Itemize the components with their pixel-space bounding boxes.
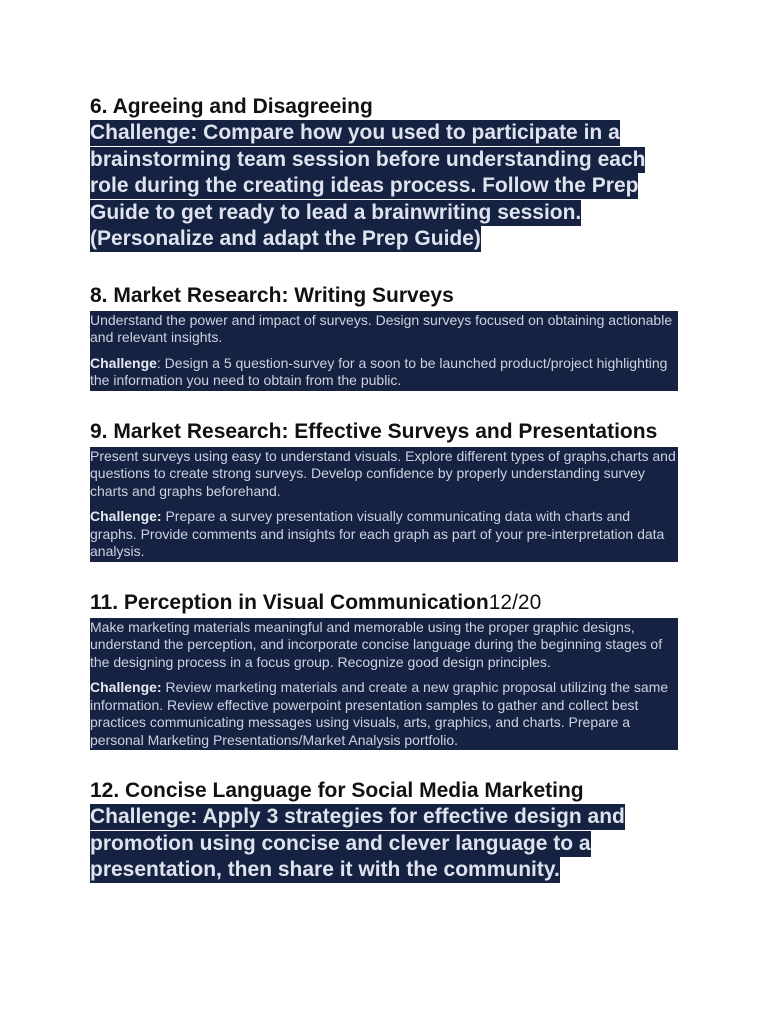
challenge-text: : Design a 5 question-survey for a soon to be launched product/project highlighting the information you need to obtain from the public.: [90, 354, 668, 388]
section-description: Understand the power and impact of surveys. Design surveys focused on obtaining actionable and relevant insights.: [90, 311, 673, 345]
highlight-box: [90, 311, 678, 391]
challenge-label: Challenge: [90, 354, 157, 371]
section-writing-surveys: [90, 283, 682, 391]
highlight-box: [90, 447, 678, 562]
heading-text: 11. Perception in Visual Communication: [90, 590, 489, 614]
document-page: [90, 94, 682, 884]
section-heading: 8. Market Research: Writing Surveys: [90, 283, 454, 307]
highlight-box: [90, 618, 678, 751]
challenge-paragraph: [90, 508, 678, 561]
section-heading: 6. Agreeing and Disagreeing: [90, 95, 373, 118]
section-visual-communication: [90, 590, 682, 751]
challenge-label: Challenge:: [90, 679, 162, 695]
challenge-paragraph: [90, 355, 678, 390]
challenge-highlight: [90, 804, 682, 884]
challenge-text: Challenge: Compare how you used to participate in a brainstorming team session before understanding each role during the creating ideas process. Follow the Prep Guide to get ready to lead a brainwriting session. (Personalize and adapt the Prep Guide): [90, 121, 646, 250]
section-description: Present surveys using easy to understand visuals. Explore different types of graphs,charts and questions to create strong surveys. Develop confidence by properly understanding survey charts and graphs beforehand.: [90, 447, 676, 499]
section-agreeing-disagreeing: [90, 94, 682, 253]
challenge-highlight: [90, 120, 682, 253]
heading-date: 12/20: [488, 590, 542, 614]
section-heading: 12. Concise Language for Social Media Marketing: [90, 779, 584, 802]
section-concise-language: [90, 778, 682, 884]
section-heading: 9. Market Research: Effective Surveys and Presentations: [90, 419, 658, 443]
challenge-label: Challenge:: [90, 508, 162, 524]
section-heading: [90, 590, 682, 616]
section-effective-surveys: [90, 419, 682, 562]
section-description: Make marketing materials meaningful and memorable using the proper graphic designs, understand the perception, and incorporate concise language during the beginning stages of the designing process in a focus group. Recognize good design principles.: [90, 618, 663, 670]
challenge-text: Review marketing materials and create a new graphic proposal utilizing the same information. Review effective powerpoint presentation samples to gather and collect best practices communicating messages using visuals, arts, graphics, and charts. Prepare a personal Marketing Presentations/Market Analysis portfolio.: [90, 679, 669, 748]
challenge-paragraph: [90, 679, 678, 749]
challenge-text: Prepare a survey presentation visually communicating data with charts and graphs. Provide comments and insights for each graph as part of your pre-interpretation data analysis.: [90, 508, 665, 559]
challenge-text: Challenge: Apply 3 strategies for effective design and promotion using concise and clever language to a presentation, then share it with the community.: [90, 805, 625, 881]
